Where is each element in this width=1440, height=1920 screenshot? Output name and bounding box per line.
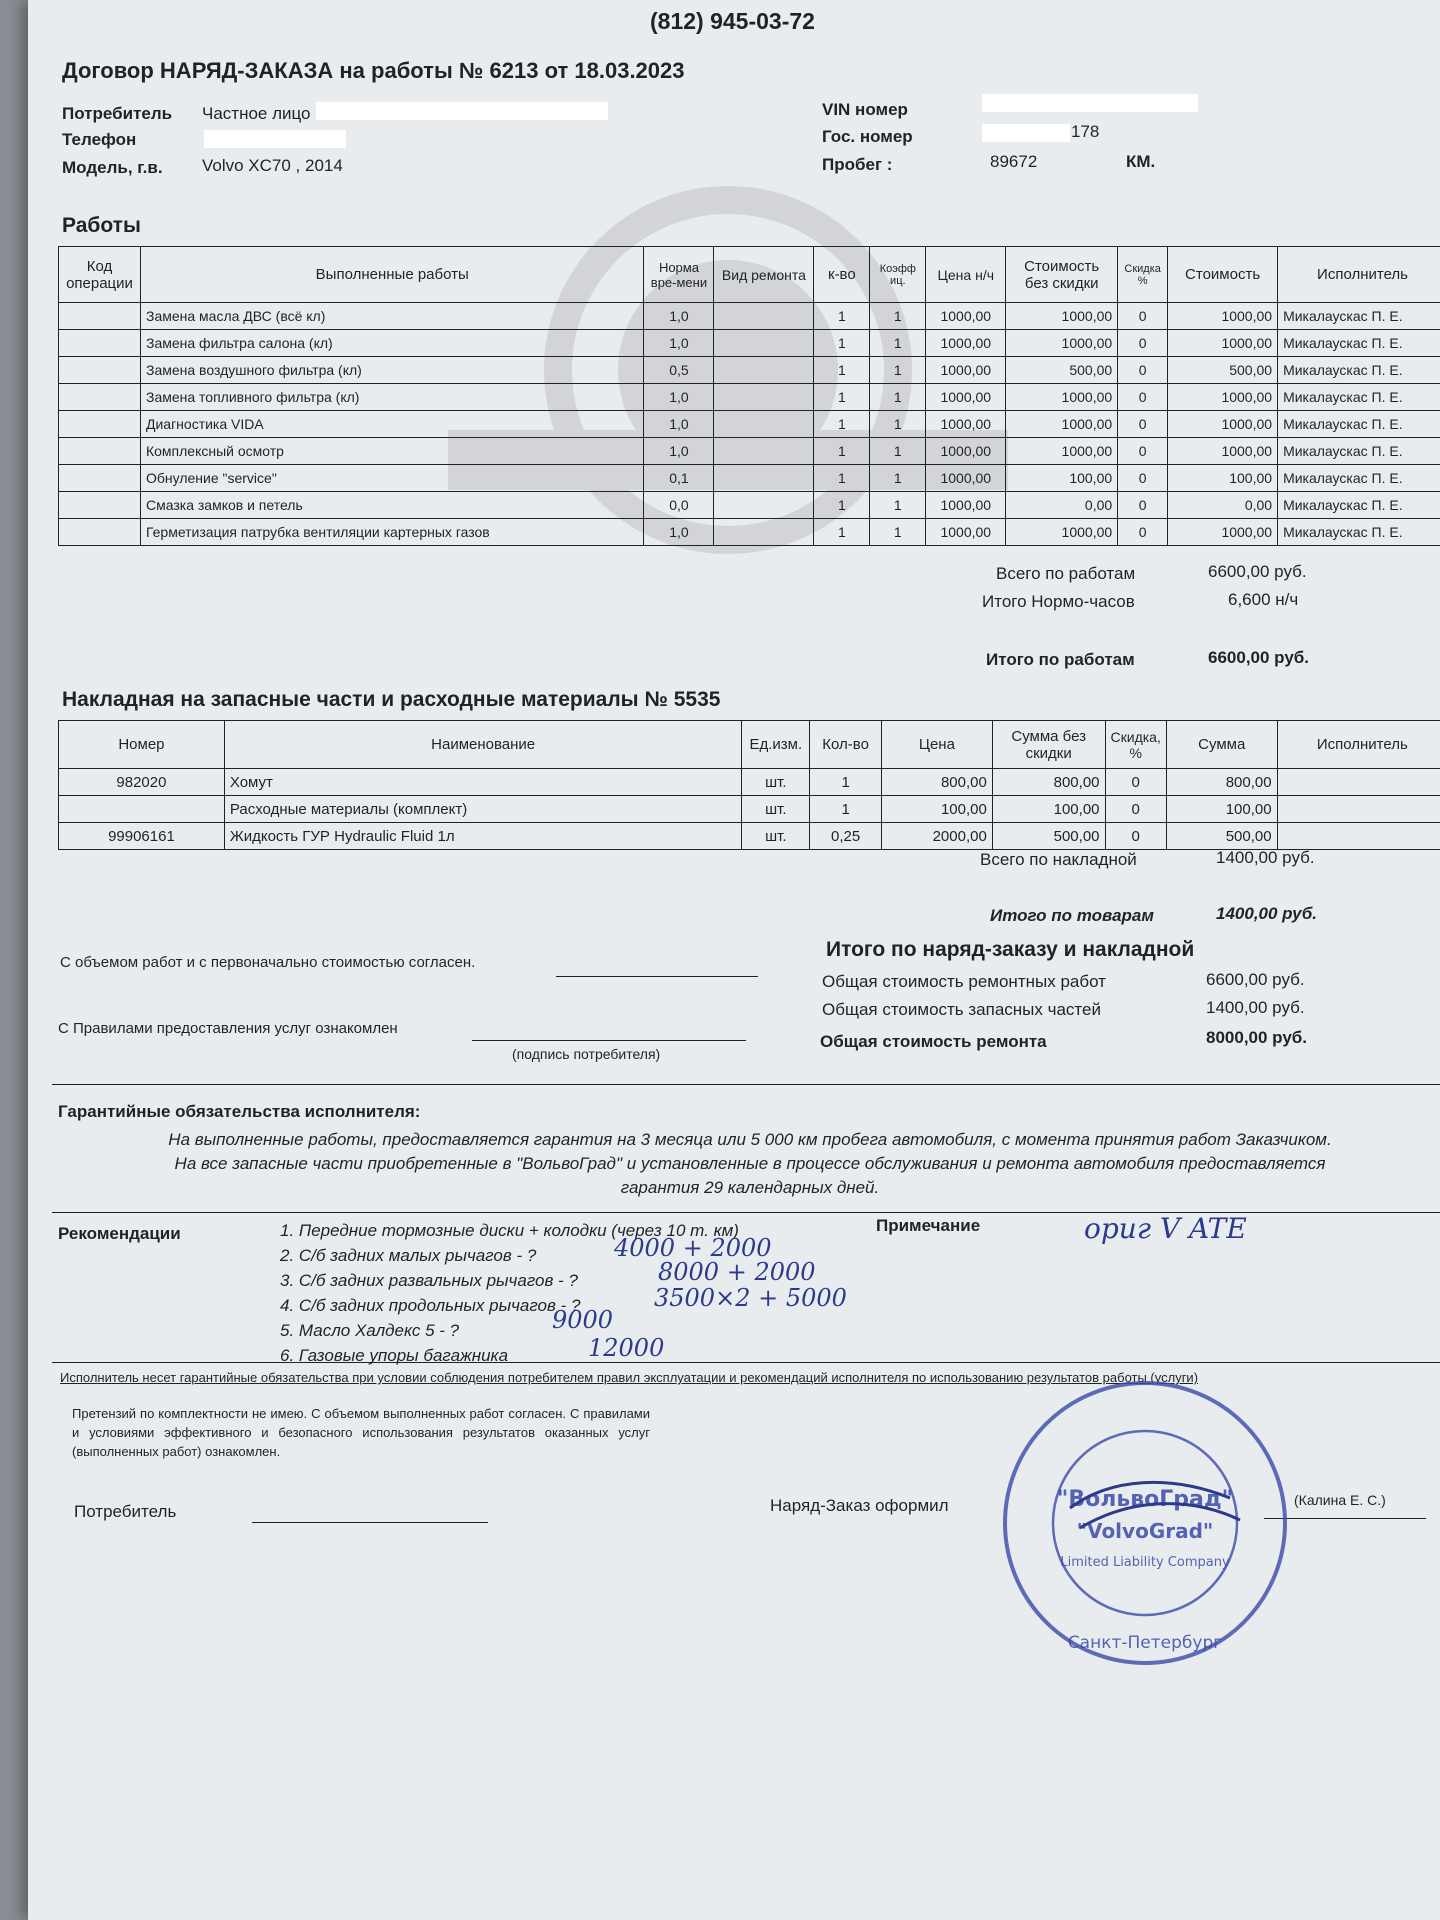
col-number: Номер (59, 721, 225, 769)
parts-total-label: Всего по накладной (980, 850, 1137, 869)
mileage-label: Пробег : (822, 155, 893, 174)
col-price-per-hour: Цена н/ч (926, 247, 1006, 303)
col-discount: Скидка, % (1105, 721, 1166, 769)
handwritten-price: 12000 (588, 1334, 665, 1362)
list-item: 5. Масло Халдекс 5 - ? (280, 1321, 460, 1340)
plate-label: Гос. номер (822, 127, 913, 146)
divider (52, 1362, 1440, 1363)
handwritten-price: 9000 (552, 1306, 614, 1334)
table-row: Герметизация патрубка вентиляции картерных газов 1,0 1 1 1000,00 1000,00 0 1000,00 Микалаускас П. Е. (59, 519, 1440, 546)
handwritten-price: 4000 + 2000 (614, 1234, 772, 1262)
handwritten-price: 3500×2 + 5000 (654, 1284, 847, 1312)
summary-total-value: 8000,00 руб. (1206, 1028, 1308, 1047)
works-total-label: Всего по работам (996, 564, 1136, 583)
parts-table (58, 720, 1440, 850)
svg-text:"ВольвоГрад": "ВольвоГрад" (1056, 1487, 1234, 1512)
table-row: Диагностика VIDA 1,0 1 1 1000,00 1000,00 0 1000,00 Микалаускас П. Е. (59, 411, 1440, 438)
goods-total-value: 1400,00 руб. (1216, 904, 1318, 923)
model-value: Volvo XC70 , 2014 (202, 156, 343, 175)
phone-label: Телефон (62, 130, 137, 149)
col-executor: Исполнитель (1277, 721, 1440, 769)
col-price: Цена (881, 721, 992, 769)
vin-label: VIN номер (822, 100, 908, 119)
agreement-scope: С объемом работ и с первоначально стоимостью согласен. (60, 954, 476, 971)
table-row: Смазка замков и петель 0,0 1 1 1000,00 0,00 0 0,00 Микалаускас П. Е. (59, 492, 1440, 519)
col-sum: Сумма (1166, 721, 1277, 769)
col-cost-no-discount: Стоимость без скидки (1006, 247, 1118, 303)
svg-text:"VolvoGrad": "VolvoGrad" (1076, 1519, 1214, 1543)
list-item: 2. С/б задних малых рычагов - ? (280, 1246, 537, 1265)
col-cost: Стоимость (1168, 247, 1278, 303)
handwritten-note: ориг V ATE (1084, 1212, 1247, 1245)
list-item: 1. Передние тормозные диски + колодки (через 10 т. км) (280, 1221, 739, 1240)
summary-total-label: Общая стоимость ремонта (820, 1032, 1047, 1051)
executor-liability: Исполнитель несет гарантийные обязательства при условии соблюдения потребителем правил эксплуатации и рекомендаций исполнителя по использованию результатов работы (услуги) (60, 1370, 1199, 1385)
summary-parts-value: 1400,00 руб. (1206, 998, 1305, 1017)
table-row: 982020 Хомут шт. 1 800,00 800,00 0 800,00 (59, 769, 1440, 796)
col-norm: Норма вре-мени (644, 247, 714, 303)
summary-works-label: Общая стоимость ремонтных работ (822, 972, 1106, 991)
signature-line-rules (472, 1040, 746, 1041)
warranty-text: На выполненные работы, предоставляется гарантия на 3 месяца или 5 000 км пробега автомобиля, с момента принятия работ Заказчиком. На все запасные части приобретенные в "ВольвоГрад" и установленные в процессе обслуживания и ремонта автомобиля предоставляется гарантия 29 календарных дней. (168, 1130, 1332, 1197)
plate-region: 178 (1071, 122, 1100, 141)
col-repair-type: Вид ремонта (714, 247, 814, 303)
works-section-title: Работы (62, 214, 141, 237)
consumer-signature-line (252, 1522, 488, 1523)
consumer-signature-caption: (подпись потребителя) (512, 1046, 661, 1062)
issuer-name: (Калина Е. С.) (1294, 1492, 1386, 1508)
summary-works-value: 6600,00 руб. (1206, 970, 1305, 989)
redacted-consumer (316, 102, 608, 120)
phone-number: (812) 945-03-72 (650, 8, 815, 34)
order-issued-label: Наряд-Заказ оформил (770, 1496, 949, 1515)
table-row: Комплексный осмотр 1,0 1 1 1000,00 1000,00 0 1000,00 Микалаускас П. Е. (59, 438, 1440, 465)
col-name: Наименование (224, 721, 742, 769)
list-item: 6. Газовые упоры багажника (280, 1346, 509, 1365)
col-code: Код операции (59, 247, 141, 303)
consumer-label: Потребитель (62, 104, 173, 123)
norm-hours-value: 6,600 н/ч (1228, 590, 1299, 609)
table-row: Обнуление "service" 0,1 1 1 1000,00 100,00 0 100,00 Микалаускас П. Е. (59, 465, 1440, 492)
mileage-unit: КМ. (1126, 152, 1156, 171)
table-row: Замена воздушного фильтра (кл) 0,5 1 1 1000,00 500,00 0 500,00 Микалаускас П. Е. (59, 357, 1440, 384)
table-row: Замена фильтра салона (кл) 1,0 1 1 1000,00 1000,00 0 1000,00 Микалаускас П. Е. (59, 330, 1440, 357)
works-grand-value: 6600,00 руб. (1208, 648, 1310, 667)
col-coef: Коэфф иц. (870, 247, 926, 303)
list-item: 3. С/б задних развальных рычагов - ? (280, 1271, 578, 1290)
redacted-plate (982, 124, 1070, 142)
parts-section-title: Накладная на запасные части и расходные материалы № 5535 (62, 688, 721, 711)
summary-parts-label: Общая стоимость запасных частей (822, 1000, 1101, 1019)
order-document (28, 0, 1440, 1920)
table-row: Расходные материалы (комплект) шт. 1 100,00 100,00 0 100,00 (59, 796, 1440, 823)
col-discount: Скидка % (1118, 247, 1168, 303)
model-label: Модель, г.в. (62, 158, 163, 177)
agreement-rules: С Правилами предоставления услуг ознакомлен (58, 1020, 398, 1037)
table-row: Замена масла ДВС (всё кл) 1,0 1 1 1000,00 1000,00 0 1000,00 Микалаускас П. Е. (59, 303, 1440, 330)
recommendations-label: Рекомендации (58, 1224, 181, 1243)
divider (52, 1084, 1440, 1085)
col-qty: Кол-во (810, 721, 882, 769)
svg-text:Санкт-Петербург: Санкт-Петербург (1067, 1633, 1223, 1653)
table-row: Замена топливного фильтра (кл) 1,0 1 1 1000,00 1000,00 0 1000,00 Микалаускас П. Е. (59, 384, 1440, 411)
goods-total-label: Итого по товарам (990, 906, 1154, 925)
handwritten-price: 8000 + 2000 (658, 1258, 816, 1286)
col-unit: Ед.изм. (742, 721, 810, 769)
works-total-value: 6600,00 руб. (1208, 562, 1307, 581)
col-executor: Исполнитель (1278, 247, 1440, 303)
list-item: 4. С/б задних продольных рычагов - ? (280, 1296, 581, 1315)
works-table (58, 246, 1440, 546)
table-row: 99906161 Жидкость ГУР Hydraulic Fluid 1л шт. 0,25 2000,00 500,00 0 500,00 (59, 823, 1440, 850)
redacted-vin (982, 94, 1198, 112)
warranty-title: Гарантийные обязательства исполнителя: (58, 1102, 421, 1121)
redacted-phone (204, 130, 346, 148)
consumer-signature-label: Потребитель (74, 1502, 177, 1521)
claims-text: Претензий по комплектности не имею. С объемом выполненных работ согласен. С правилами и условиями эффективного и безопасного использования результатов оказанных услуг (выполненных работ) ознакомлен. (72, 1406, 650, 1459)
norm-hours-label: Итого Нормо-часов (982, 592, 1135, 611)
note-label: Примечание (876, 1216, 981, 1235)
document-title: Договор НАРЯД-ЗАКАЗА на работы № 6213 от 18.03.2023 (62, 58, 685, 83)
signature-line-scope (556, 976, 758, 977)
mileage-value: 89672 (990, 152, 1038, 171)
company-stamp (1000, 1378, 1290, 1668)
parts-total-value: 1400,00 руб. (1216, 848, 1315, 867)
col-sum-no-discount: Сумма без скидки (992, 721, 1105, 769)
svg-text:Limited Liability Company: Limited Liability Company (1060, 1555, 1230, 1570)
consumer-value: Частное лицо (202, 104, 311, 123)
summary-title: Итого по наряд-заказу и накладной (826, 938, 1195, 961)
col-work: Выполненные работы (140, 247, 644, 303)
col-qty: к-во (814, 247, 870, 303)
works-grand-label: Итого по работам (986, 650, 1135, 669)
